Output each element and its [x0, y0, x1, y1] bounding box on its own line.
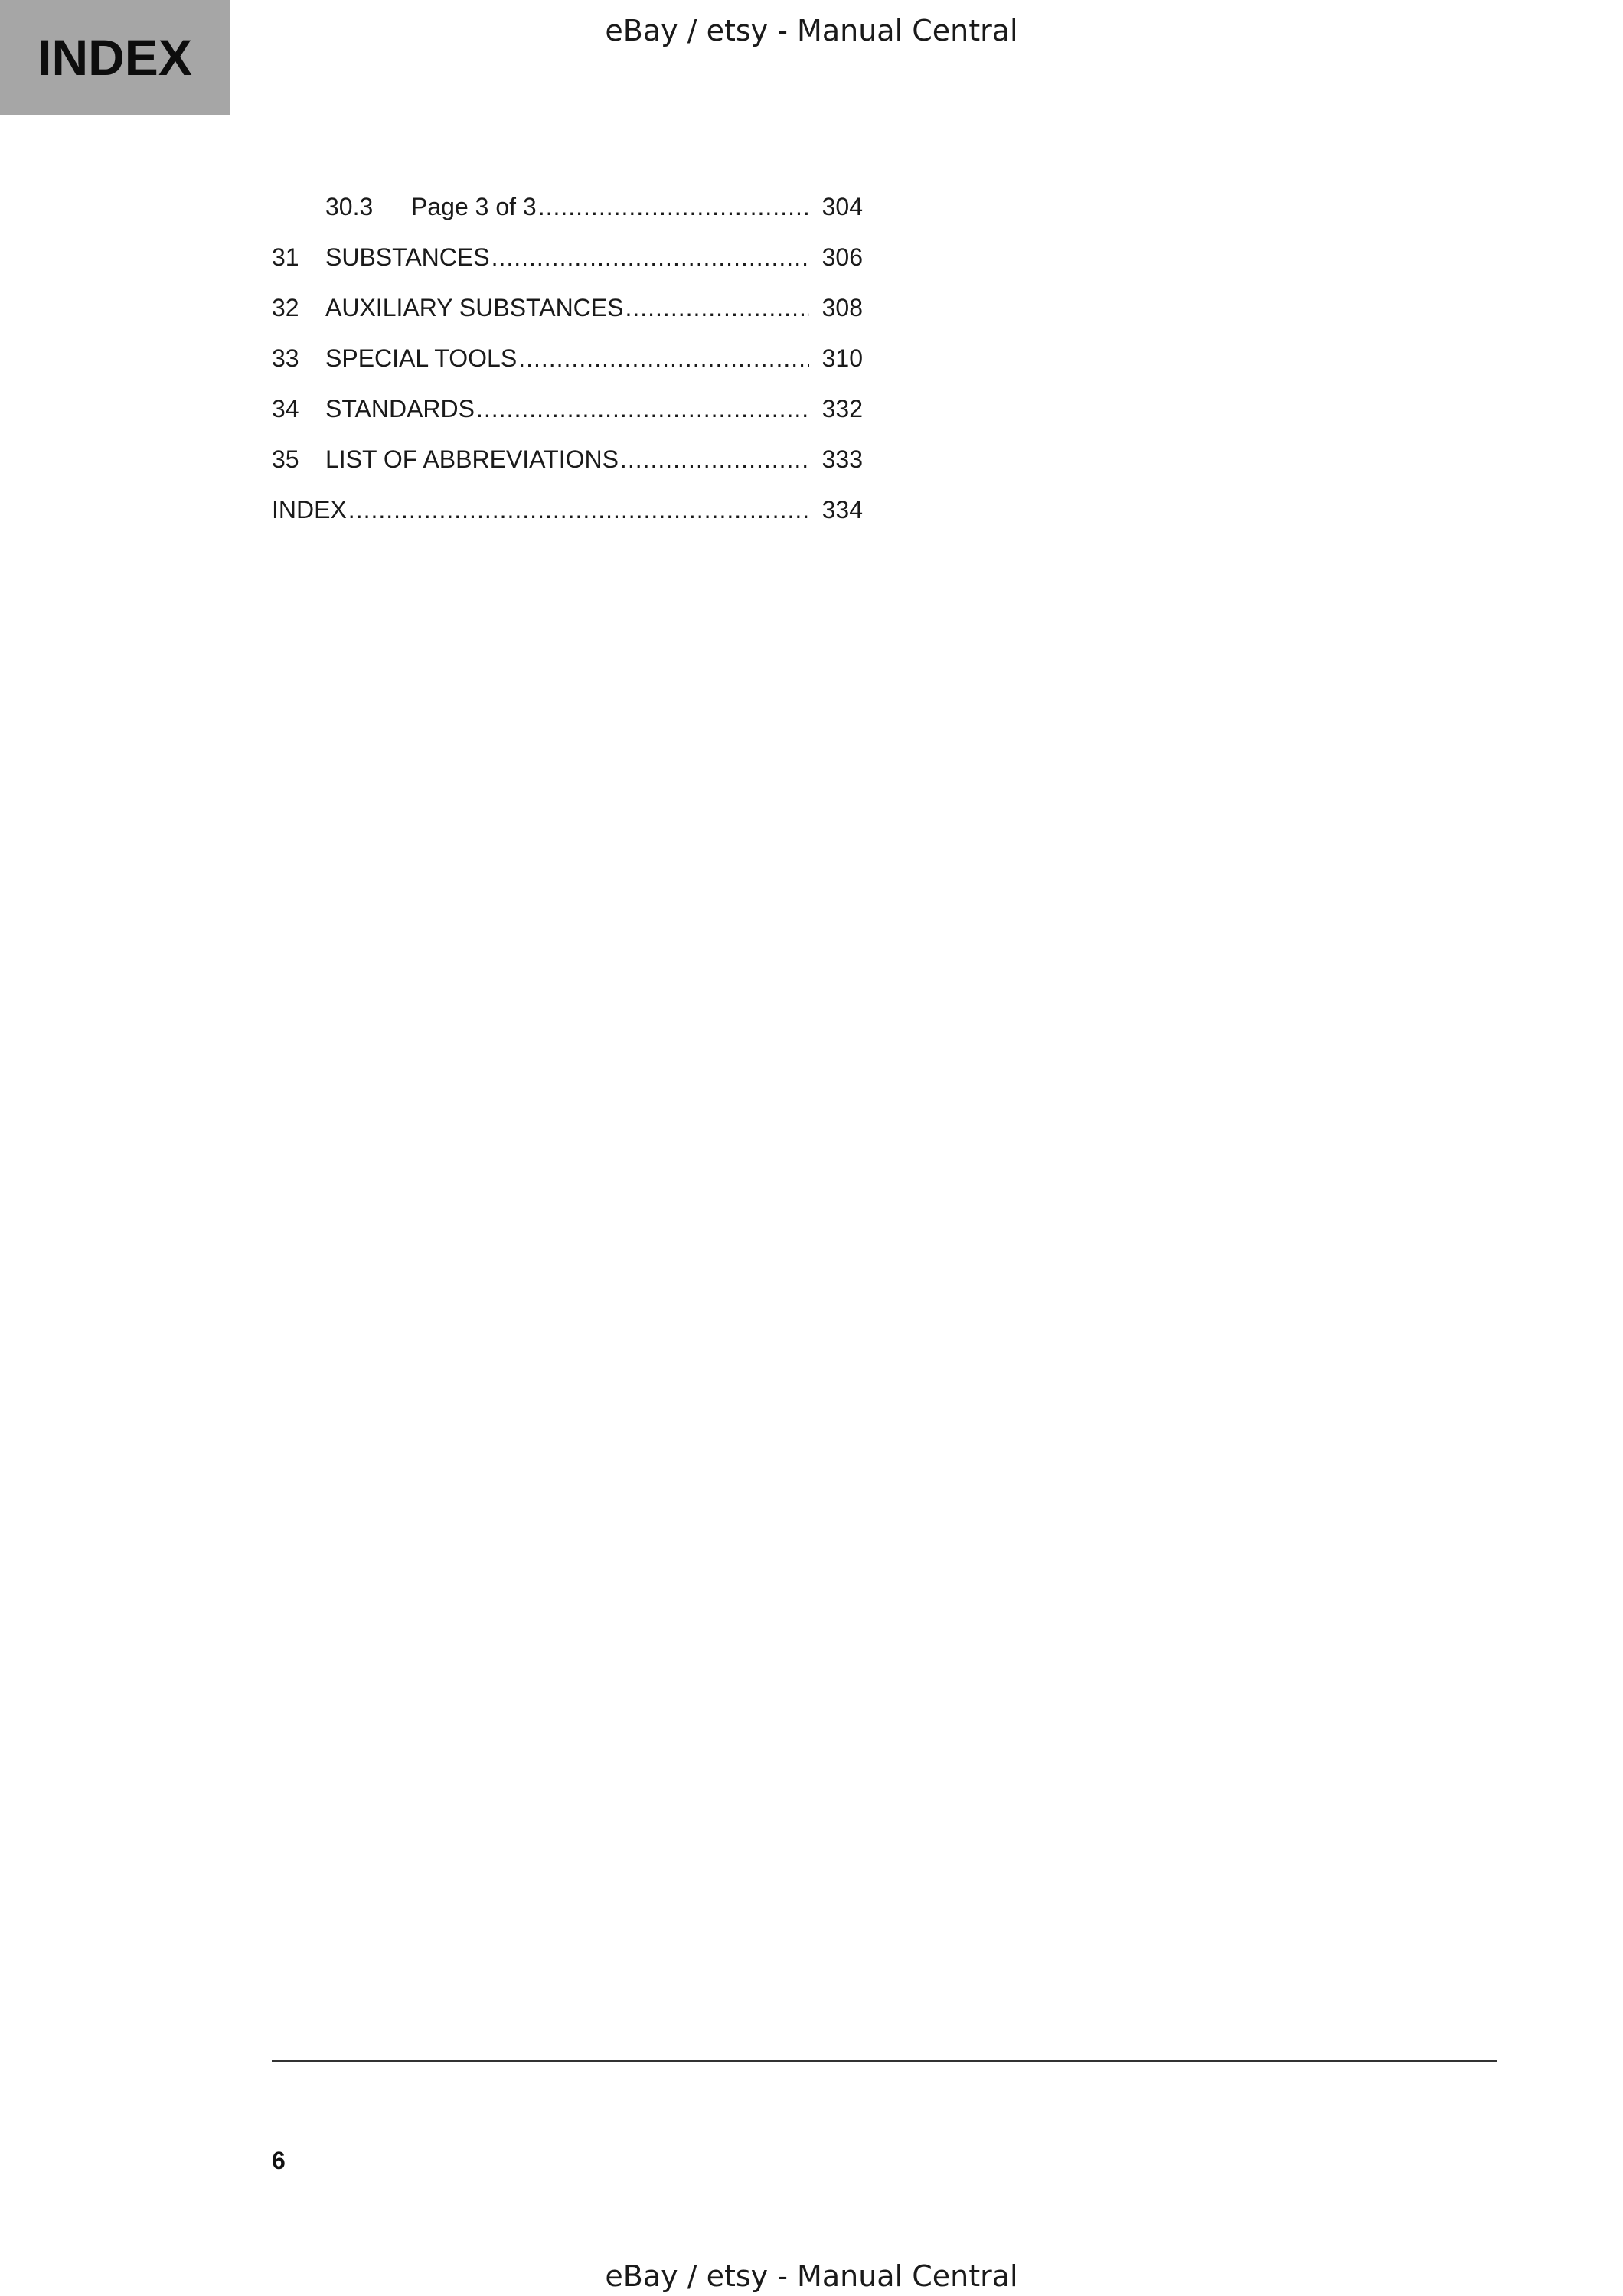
toc-entry-page: 334 — [821, 496, 863, 523]
toc-entry-title: STANDARDS — [325, 395, 475, 422]
index-tab-label: INDEX — [38, 29, 192, 86]
toc-dot-leader — [348, 491, 809, 529]
header-watermark: eBay / etsy - Manual Central — [605, 14, 1018, 47]
toc-entry[interactable] — [272, 491, 863, 541]
toc-entry-page: 332 — [821, 395, 863, 422]
toc-entry-page: 306 — [821, 243, 863, 271]
toc-entry[interactable] — [272, 440, 863, 491]
toc-entry-number: 34 — [272, 395, 299, 422]
page-number: 6 — [272, 2147, 286, 2174]
toc-entry[interactable] — [272, 339, 863, 390]
toc-dot-leader — [476, 390, 809, 428]
table-of-contents — [272, 188, 863, 541]
toc-entry-page: 308 — [821, 294, 863, 321]
toc-entry-number: 32 — [272, 294, 299, 321]
toc-entry-title: LIST OF ABBREVIATIONS — [325, 445, 619, 473]
toc-entry-page: 333 — [821, 445, 863, 473]
toc-dot-leader — [538, 188, 809, 226]
toc-dot-leader — [620, 440, 809, 478]
toc-entry[interactable] — [272, 238, 863, 289]
toc-dot-leader — [518, 339, 809, 377]
toc-entry[interactable] — [272, 289, 863, 339]
toc-entry-number: 30.3 — [325, 193, 374, 220]
toc-entry[interactable] — [272, 390, 863, 440]
toc-entry[interactable] — [272, 188, 863, 238]
toc-entry-number: 35 — [272, 445, 299, 473]
toc-dot-leader — [491, 238, 809, 276]
toc-entry-title: Page 3 of 3 — [411, 193, 537, 220]
toc-entry-title: AUXILIARY SUBSTANCES — [325, 294, 624, 321]
toc-dot-leader — [625, 289, 809, 327]
toc-entry-title: INDEX — [272, 496, 347, 523]
footer-watermark: eBay / etsy - Manual Central — [605, 2259, 1018, 2293]
toc-entry-page: 310 — [821, 344, 863, 372]
toc-entry-number: 33 — [272, 344, 299, 372]
toc-entry-title: SUBSTANCES — [325, 243, 490, 271]
toc-entry-page: 304 — [821, 193, 863, 220]
footer-divider — [272, 2060, 1497, 2062]
toc-entry-number: 31 — [272, 243, 299, 271]
toc-entry-title: SPECIAL TOOLS — [325, 344, 518, 372]
